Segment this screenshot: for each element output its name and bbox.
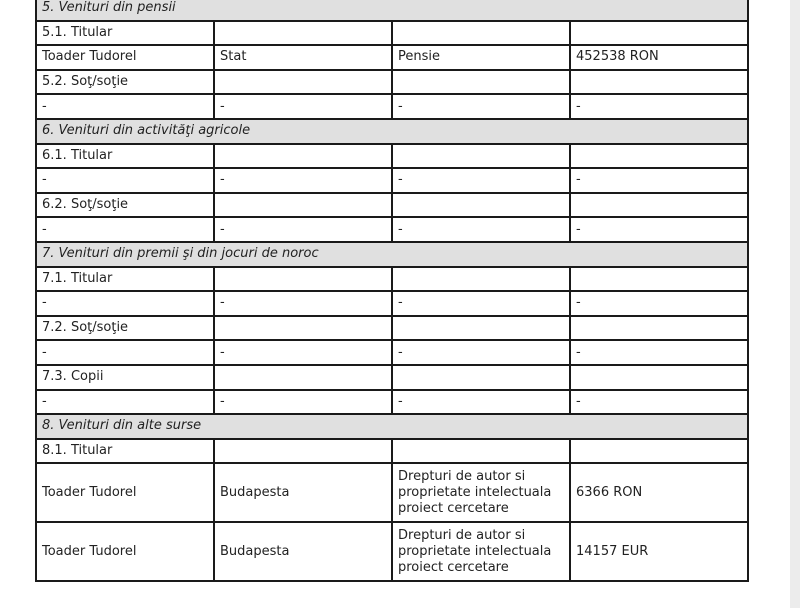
table-cell: - [570, 94, 748, 119]
table-cell [214, 267, 392, 292]
table-cell: 7.2. Soţ/soţie [36, 316, 214, 341]
section-header [36, 119, 748, 144]
table-cell: Drepturi de autor si proprietate intelectuala proiect cercetare [392, 522, 570, 581]
table-row [36, 340, 748, 365]
table-row [36, 168, 748, 193]
table-cell [570, 267, 748, 292]
table-cell [214, 365, 392, 390]
table-cell: - [570, 217, 748, 242]
table-cell [570, 144, 748, 169]
table-cell: 5.2. Soţ/soţie [36, 70, 214, 95]
table-row [36, 94, 748, 119]
table-cell: 6.2. Soţ/soţie [36, 193, 214, 218]
table-row [36, 439, 748, 464]
table-row [36, 21, 748, 46]
section-title: 5. Venituri din pensii [36, 0, 748, 21]
table-row [36, 193, 748, 218]
table-cell: 452538 RON [570, 45, 748, 70]
table-cell: - [570, 390, 748, 415]
table-cell: Toader Tudorel [36, 522, 214, 581]
table-cell: Toader Tudorel [36, 463, 214, 522]
table-cell [570, 316, 748, 341]
table-cell: Budapesta [214, 522, 392, 581]
income-table [35, 0, 749, 582]
table-cell: - [392, 390, 570, 415]
table-row [36, 217, 748, 242]
table-row [36, 70, 748, 95]
table-cell: - [570, 168, 748, 193]
table-cell [214, 439, 392, 464]
section-title: 7. Venituri din premii şi din jocuri de noroc [36, 242, 748, 267]
table-cell: 7.3. Copii [36, 365, 214, 390]
table-cell [392, 144, 570, 169]
table-cell [214, 70, 392, 95]
table-cell: - [392, 168, 570, 193]
table-cell: 14157 EUR [570, 522, 748, 581]
table-row [36, 45, 748, 70]
table-cell [214, 21, 392, 46]
table-cell [392, 365, 570, 390]
section-title: 8. Venituri din alte surse [36, 414, 748, 439]
table-cell [570, 21, 748, 46]
table-row [36, 390, 748, 415]
table-cell: - [392, 94, 570, 119]
table-cell: - [36, 390, 214, 415]
table-cell: 8.1. Titular [36, 439, 214, 464]
table-cell [392, 316, 570, 341]
table-cell: - [214, 340, 392, 365]
table-cell [392, 70, 570, 95]
table-cell: Stat [214, 45, 392, 70]
table-cell: Drepturi de autor si proprietate intelectuala proiect cercetare [392, 463, 570, 522]
table-cell [214, 144, 392, 169]
table-cell: - [214, 390, 392, 415]
table-cell: - [36, 291, 214, 316]
table-row [36, 463, 748, 522]
table-cell [392, 439, 570, 464]
table-row [36, 291, 748, 316]
table-cell: 7.1. Titular [36, 267, 214, 292]
table-cell: - [214, 217, 392, 242]
table-cell: - [214, 168, 392, 193]
table-cell [392, 193, 570, 218]
table-cell [214, 193, 392, 218]
table-row [36, 267, 748, 292]
table-cell: Budapesta [214, 463, 392, 522]
table-cell: 6.1. Titular [36, 144, 214, 169]
table-cell [570, 193, 748, 218]
table-cell: - [36, 94, 214, 119]
table-cell [570, 70, 748, 95]
table-cell: - [392, 217, 570, 242]
table-cell: Toader Tudorel [36, 45, 214, 70]
table-cell: - [36, 217, 214, 242]
table-cell: 5.1. Titular [36, 21, 214, 46]
table-cell [392, 267, 570, 292]
table-cell [392, 21, 570, 46]
table-row [36, 522, 748, 581]
table-cell: - [392, 340, 570, 365]
section-header [36, 0, 748, 21]
section-header [36, 414, 748, 439]
table-cell: - [392, 291, 570, 316]
table-cell: 6366 RON [570, 463, 748, 522]
table-cell [570, 365, 748, 390]
table-cell: - [36, 340, 214, 365]
table-cell: - [36, 168, 214, 193]
section-title: 6. Venituri din activităţi agricole [36, 119, 748, 144]
scrollbar[interactable] [790, 0, 800, 608]
table-cell: - [214, 94, 392, 119]
table-row [36, 365, 748, 390]
table-cell: - [570, 291, 748, 316]
table-cell: - [570, 340, 748, 365]
table-row [36, 144, 748, 169]
table-cell: - [214, 291, 392, 316]
section-header [36, 242, 748, 267]
table-row [36, 316, 748, 341]
table-cell: Pensie [392, 45, 570, 70]
table-cell [214, 316, 392, 341]
table-cell [570, 439, 748, 464]
